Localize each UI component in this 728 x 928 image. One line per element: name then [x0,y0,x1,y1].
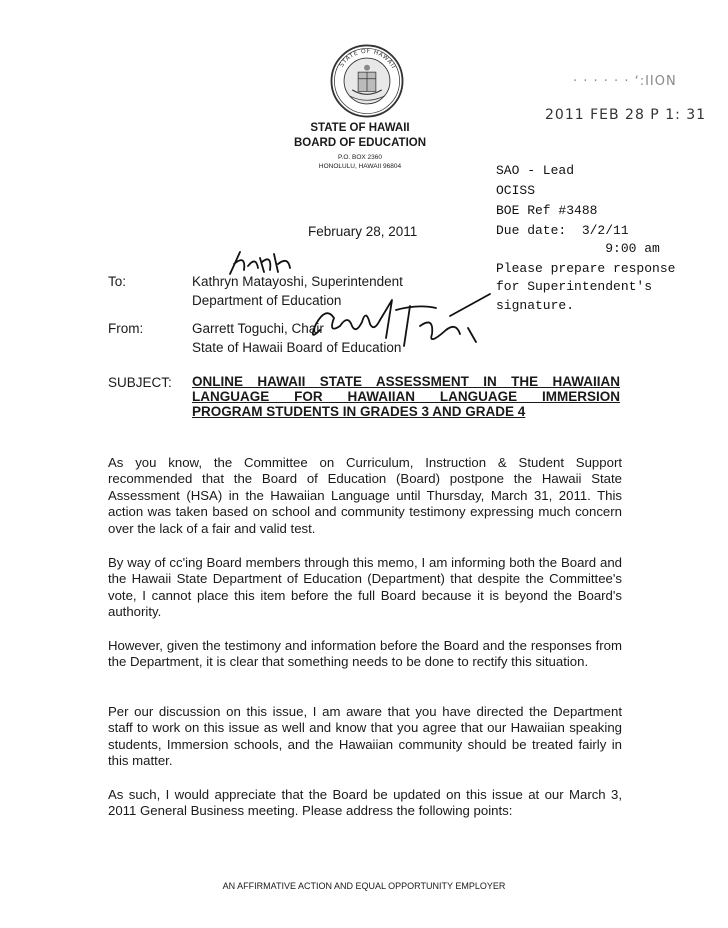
from-name: Garrett Toguchi, Chair [192,321,324,336]
org-line-board: BOARD OF EDUCATION [293,137,427,149]
body-paragraph-1: As you know, the Committee on Curriculum, Instruction & Student Support recommended that the Board of Education (Board) postpone the Hawaii State Assessment (HSA) in the Hawaiian Language until Thursday, March 31, 2011. This action was taken based on school and community testimony expressing much concern over the lack of a fair and valid test. [108,455,622,536]
routing-note-line: Please prepare response [496,261,676,276]
footer-eeo-statement: AN AFFIRMATIVE ACTION AND EQUAL OPPORTUNITY EMPLOYER [222,881,506,891]
org-line-state: STATE OF HAWAII [310,122,410,134]
routing-note-line: for Superintendent's [496,279,653,294]
subject-label: SUBJECT: [108,375,172,390]
routing-note-due-date: Due date: 3/2/11 [496,223,629,238]
subject-line-3: PROGRAM STUDENTS IN GRADES 3 AND GRADE 4 [192,404,526,419]
seal-text: STATE OF HAWAII [338,48,397,71]
received-stamp-time: 2011 FEB 28 P 1: 31 [545,107,707,123]
body-paragraph-2: By way of cc'ing Board members through this memo, I am informing both the Board and the Hawaii State Department of Education (Department) that despite the Committee's vote, I cannot place this item before the full Board because it is beyond the Board's authority. [108,555,622,620]
routing-note-due-time: 9:00 am [496,241,660,256]
to-label: To: [108,274,127,289]
memo-date: February 28, 2011 [308,224,418,239]
body-paragraph-3: However, given the testimony and information before the Board and the responses from the Department, it is clear that something needs to be done to rectify this situation. [108,638,622,670]
body-paragraph-4: Per our discussion on this issue, I am aware that you have directed the Department staff to work on this issue as well and know that you agree that our Hawaiian speaking students, Immersion schools, and the Hawaiian community should be treated fairly in this matter. [108,704,622,769]
routing-note-line: BOE Ref #3488 [496,203,598,218]
to-organization: Department of Education [192,293,342,308]
address-po-box: P.O. BOX 2360 [338,154,382,161]
subject-line-1: ONLINE HAWAII STATE ASSESSMENT IN THE HAWAIIAN [192,374,620,389]
state-seal-logo [330,44,404,118]
routing-note-line: OCISS [496,183,536,198]
from-label: From: [108,321,144,336]
subject-line-2: LANGUAGE FOR HAWAIIAN LANGUAGE IMMERSION [192,389,620,404]
routing-note-line: signature. [496,298,575,313]
from-organization: State of Hawaii Board of Education [192,340,402,355]
body-paragraph-5: As such, I would appreciate that the Board be updated on this issue at our March 3, 2011 General Business meeting. Please address the following points: [108,787,622,819]
address-city: HONOLULU, HAWAII 96804 [318,163,402,170]
received-stamp-partial: · · · · · · ʻ:IION [573,74,677,89]
routing-note-line: SAO - Lead [496,163,575,178]
to-name: Kathryn Matayoshi, Superintendent [192,274,403,289]
